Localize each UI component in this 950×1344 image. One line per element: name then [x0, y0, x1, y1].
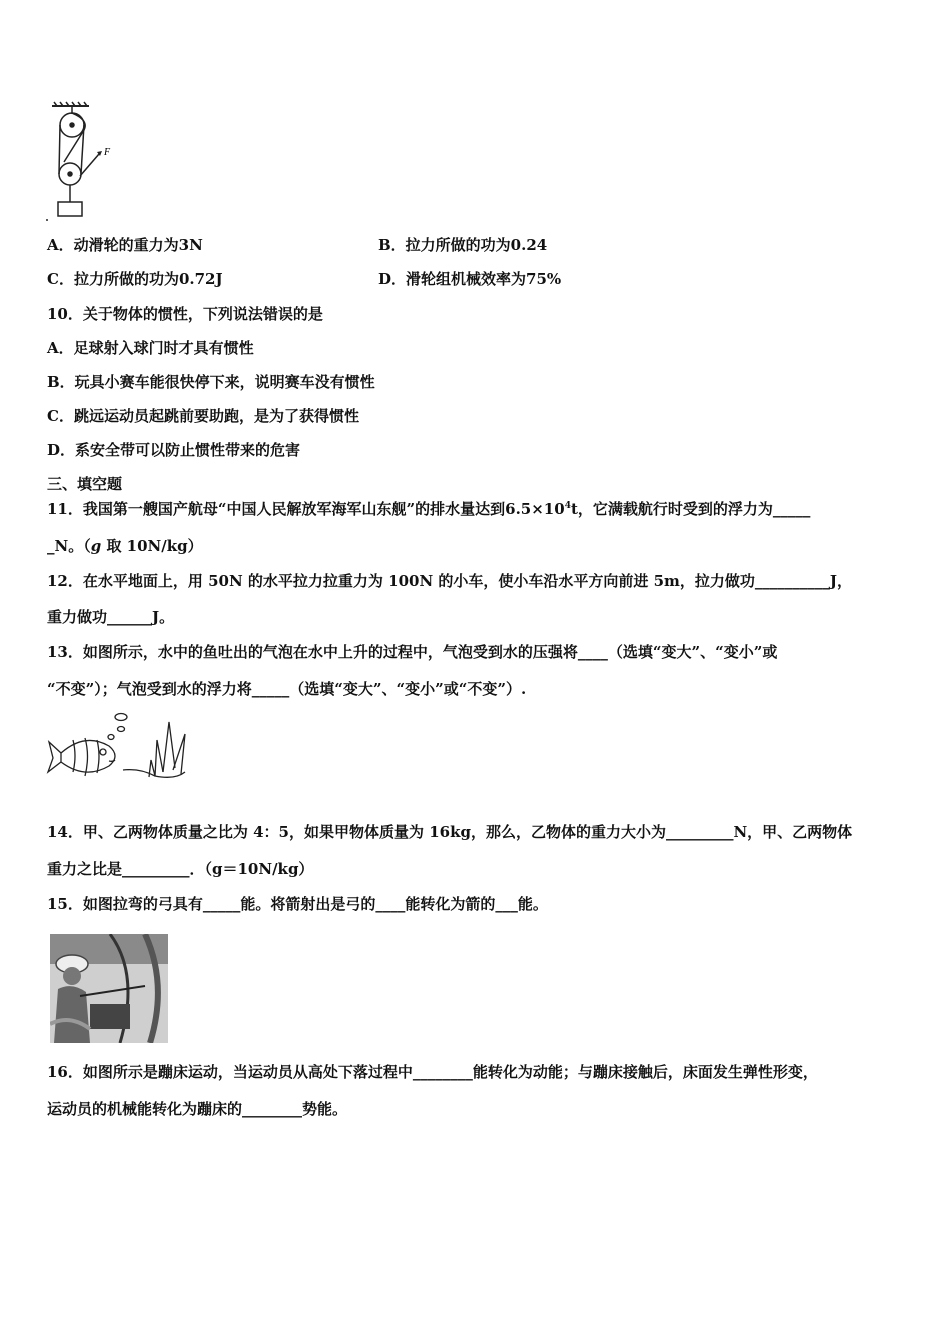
- q10-option-c: C．跳远运动员起跳前要助跑，是为了获得惯性: [47, 407, 359, 425]
- q11-line1: [47, 499, 810, 519]
- q11-line2: [47, 536, 203, 556]
- q12-line2: 重力做功______J。: [47, 608, 175, 626]
- q10-option-a: A．足球射入球门时才具有惯性: [47, 339, 254, 357]
- q9-option-b: B．拉力所做的功为0.24: [378, 236, 548, 254]
- q16-line1: 16．如图所示是蹦床运动，当运动员从高处下落过程中________能转化为动能；与蹦床接触后，床面发生弹性形变，: [47, 1063, 818, 1081]
- fish-bubbles-figure: [45, 710, 195, 785]
- q16-line2: 运动员的机械能转化为蹦床的________势能。: [47, 1100, 348, 1118]
- q11-line2-b: 取 10N/kg）: [101, 537, 203, 555]
- archer-photo-drawing: [50, 934, 168, 1043]
- archer-photo: [50, 934, 168, 1043]
- q15-line1: 15．如图拉弯的弓具有_____能。将箭射出是弓的____能转化为箭的___能。: [47, 895, 548, 913]
- q14-line1: 14．甲、乙两物体质量之比为 4：5，如果甲物体质量为 16kg，那么，乙物体的重力大小为_________N，甲、乙两物体: [47, 823, 853, 841]
- q11-text-a: 11．我国第一艘国产航母“中国人民解放军海军山东舰”的排水量达到: [47, 500, 506, 518]
- q13-line1: 13．如图所示，水中的鱼吐出的气泡在水中上升的过程中，气泡受到水的压强将____（选填“变大”、“变小”或: [47, 643, 778, 661]
- force-label: F: [104, 147, 111, 158]
- q10-option-b: B．玩具小赛车能很快停下来，说明赛车没有惯性: [47, 373, 375, 391]
- q14-line2: 重力之比是_________．（g＝10N/kg）: [47, 860, 314, 878]
- q11-exponent: 4: [564, 501, 571, 511]
- q9-option-d: D．滑轮组机械效率为75%: [378, 270, 562, 288]
- q11-g-symbol: g: [90, 537, 102, 555]
- q9-option-c: C．拉力所做的功为0.72J: [47, 270, 223, 288]
- q11-line2-a: _N。（: [47, 537, 91, 555]
- section-title: 三、填空题: [47, 475, 123, 493]
- q10-option-d: D．系安全带可以防止惯性带来的危害: [47, 441, 301, 459]
- pulley-system-figure: [44, 100, 124, 225]
- q11-text-b: t，它满载航行时受到的浮力为_____: [570, 500, 811, 518]
- q13-line2: “不变”）；气泡受到水的浮力将_____（选填“变大”、“变小”或“不变”）.: [47, 680, 527, 698]
- q9-option-a: A．动滑轮的重力为3N: [47, 236, 203, 254]
- q12-line1: 12．在水平地面上，用 50N 的水平拉力拉重力为 100N 的小车，使小车沿水平方向前进 5m，拉力做功__________J，: [47, 572, 853, 590]
- q11-number: 6.5×10: [505, 500, 565, 518]
- q10-stem: 10．关于物体的惯性，下列说法错误的是: [47, 305, 323, 323]
